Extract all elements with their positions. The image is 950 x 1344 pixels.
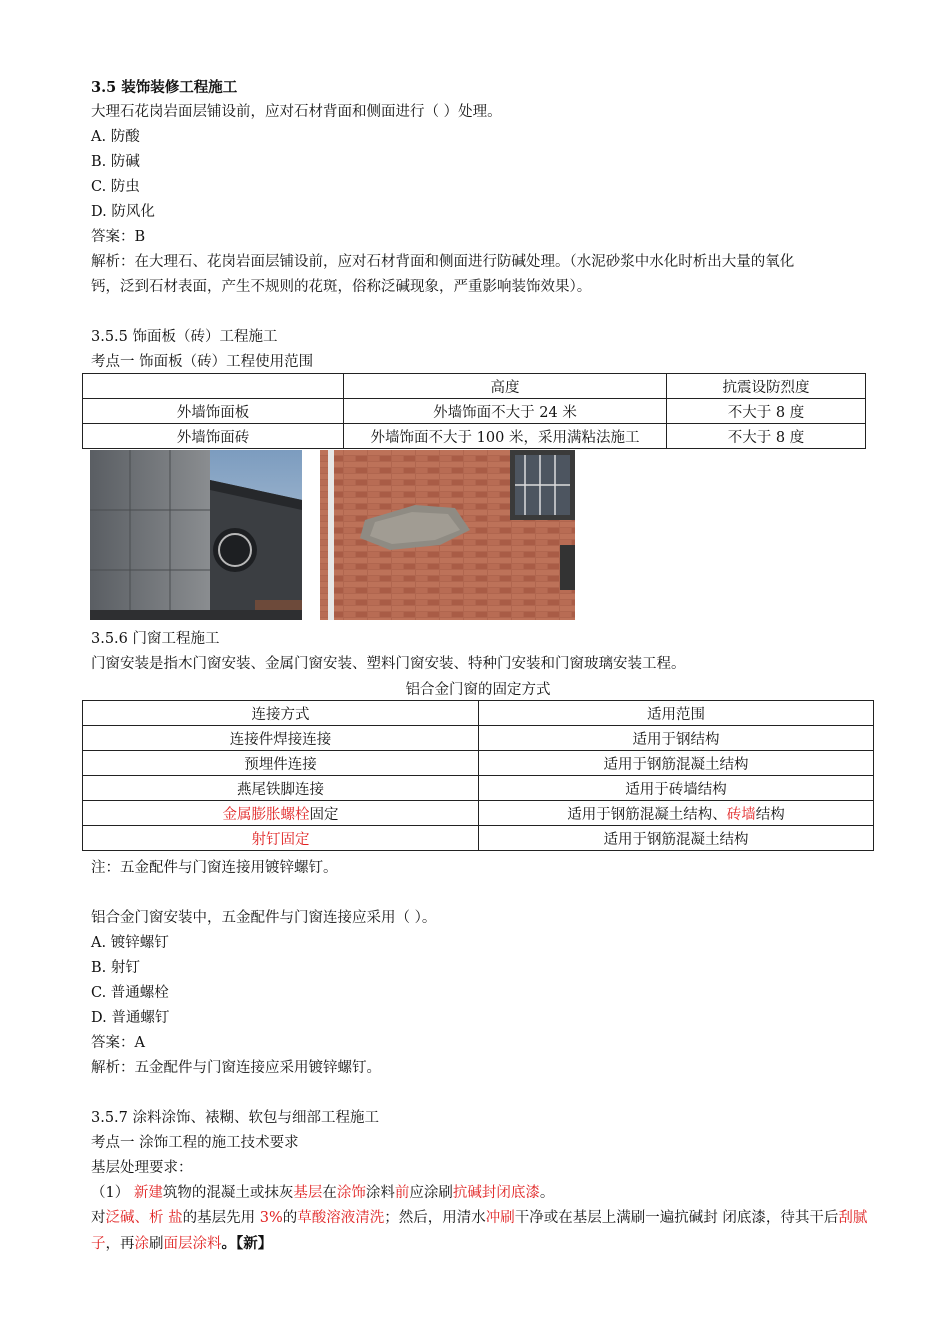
- photo-building-facade: [90, 450, 302, 620]
- table-row: [83, 701, 874, 726]
- section-heading-3-5-5: 3.5.5 饰面板（砖）工程施工: [91, 329, 278, 345]
- door-window-intro: 门窗安装是指木门窗安装、金属门窗安装、塑料门窗安装、特种门安装和门窗玻璃安装工程。: [91, 656, 686, 672]
- highlight-text: 前: [394, 1185, 410, 1201]
- table-row: [83, 776, 874, 801]
- facing-range-table: [82, 373, 866, 449]
- table-row: [83, 826, 874, 851]
- table-header-cell: [83, 374, 344, 399]
- subheading-facing-range: 考点一 饰面板（砖）工程使用范围: [91, 354, 314, 370]
- table-cell: 适用于钢筋混凝土结构: [479, 751, 874, 776]
- fixing-method-table: [82, 700, 874, 851]
- highlight-text: 层涂料: [178, 1236, 222, 1252]
- highlight-text: 涂: [134, 1236, 149, 1252]
- option-a: A. 防酸: [91, 129, 140, 145]
- fixing-table-title: 铝合金门窗的固定方式: [405, 682, 551, 698]
- table-cell: 适用于砖墙结构: [479, 776, 874, 801]
- table-cell: [83, 826, 479, 851]
- table-header-cell: 适用范围: [479, 701, 874, 726]
- table-row: [83, 751, 874, 776]
- table-note: 注：五金配件与门窗连接用镀锌螺钉。: [91, 860, 338, 876]
- analysis-line-2: 钙，泛到石材表面，产生不规则的花斑，俗称泛碱现象，严重影响装饰效果）。: [91, 279, 592, 295]
- table-cell: 外墙饰面不大于 100 米，采用满粘法施工: [344, 424, 667, 449]
- question-text: 大理石花岗岩面层铺设前，应对石材背面和侧面进行（ ）处理。: [91, 104, 502, 120]
- option-b: B. 防碱: [91, 154, 140, 170]
- analysis-line-1: 解析：在大理石、花岗岩面层铺设前，应对石材背面和侧面进行防碱处理。（水泥砂浆中水化时析出大量的氧化: [91, 254, 795, 270]
- highlight-text: 涂饰: [336, 1185, 366, 1201]
- option-b: B. 射钉: [91, 960, 140, 976]
- highlight-text: 抗碱封闭底漆: [452, 1185, 540, 1201]
- table-cell: [83, 801, 479, 826]
- table-cell: 外墙饰面不大于 24 米: [344, 399, 667, 424]
- table-header-cell: 高度: [344, 374, 667, 399]
- text-run: （1）: [91, 1185, 134, 1201]
- section-heading-3-5: 3.5 装饰装修工程施工: [91, 79, 238, 96]
- highlight-text: 泛碱、析 盐: [105, 1210, 183, 1226]
- cell-text: 固定: [309, 806, 339, 823]
- highlight-text: 3%: [259, 1210, 283, 1226]
- requirement-paragraph-1: [91, 1183, 554, 1203]
- highlight-text: 砖墙: [726, 806, 756, 823]
- table-cell: 不大于 8 度: [667, 399, 866, 424]
- text-run: ；然后，用清水: [384, 1210, 486, 1226]
- text-run: 在: [322, 1185, 337, 1201]
- text-run: 。: [539, 1185, 555, 1201]
- cell-text: 结构: [755, 806, 785, 823]
- table-header-cell: 连接方式: [83, 701, 479, 726]
- answer-text: 答案：B: [91, 229, 146, 245]
- table-row: [83, 424, 866, 449]
- text-run: ，再: [105, 1236, 135, 1252]
- table-row: [83, 801, 874, 826]
- subheading-coating: 考点一 涂饰工程的施工技术要求: [91, 1135, 299, 1151]
- analysis-text: 解析：五金配件与门窗连接应采用镀锌螺钉。: [91, 1060, 381, 1076]
- option-a: A. 镀锌螺钉: [91, 935, 169, 951]
- text-run: 的: [282, 1210, 298, 1226]
- option-d: D. 普通螺钉: [91, 1010, 170, 1026]
- table-cell: 适用于钢结构: [479, 726, 874, 751]
- highlight-text: 金属膨胀螺栓: [222, 806, 310, 823]
- cell-text: 适用于钢筋混凝土结构、: [567, 806, 727, 823]
- base-treatment-title: 基层处理要求：: [91, 1160, 193, 1176]
- table-cell: 适用于钢筋混凝土结构: [479, 826, 874, 851]
- text-run: 干净或在基层上满刷一遍抗碱封 闭底漆，待其干后: [514, 1210, 839, 1226]
- table-row: [83, 399, 866, 424]
- text-run: 的基层先用: [182, 1210, 260, 1226]
- section-heading-3-5-7: 3.5.7 涂料涂饰、裱糊、软包与细部工程施工: [91, 1110, 380, 1126]
- text-run: 。【新】: [221, 1235, 273, 1252]
- highlight-text: 刮腻子: [91, 1210, 868, 1252]
- question-text: 铝合金门窗安装中，五金配件与门窗连接应采用（ ）。: [91, 910, 437, 926]
- text-run: 对: [91, 1210, 106, 1226]
- highlight-text: 草酸溶液清洗: [297, 1210, 385, 1226]
- highlight-text: 面: [163, 1236, 178, 1252]
- text-run: 筑物的混凝土或抹灰: [162, 1185, 294, 1201]
- table-cell: 预埋件连接: [83, 751, 479, 776]
- requirement-paragraph-2: [91, 1206, 886, 1257]
- table-cell: 外墙饰面砖: [83, 424, 344, 449]
- option-c: C. 普通螺栓: [91, 985, 169, 1001]
- option-d: D. 防风化: [91, 204, 155, 220]
- text-run: 刷: [149, 1236, 164, 1252]
- table-cell: [479, 801, 874, 826]
- table-cell: 不大于 8 度: [667, 424, 866, 449]
- text-run: 涂料: [365, 1185, 395, 1201]
- highlight-text: 射钉固定: [251, 831, 310, 848]
- highlight-text: 基层: [293, 1185, 323, 1201]
- section-heading-3-5-6: 3.5.6 门窗工程施工: [91, 631, 220, 647]
- table-cell: 外墙饰面板: [83, 399, 344, 424]
- table-row: [83, 726, 874, 751]
- highlight-text: 冲刷: [485, 1210, 515, 1226]
- answer-text: 答案：A: [91, 1035, 145, 1051]
- text-run: 应涂刷: [409, 1185, 453, 1201]
- table-cell: 燕尾铁脚连接: [83, 776, 479, 801]
- photo-tile-wall-damage: [320, 450, 575, 620]
- option-c: C. 防虫: [91, 179, 140, 195]
- highlight-text: 新建: [133, 1185, 163, 1201]
- table-header-cell: 抗震设防烈度: [667, 374, 866, 399]
- table-row: [83, 374, 866, 399]
- table-cell: 连接件焊接连接: [83, 726, 479, 751]
